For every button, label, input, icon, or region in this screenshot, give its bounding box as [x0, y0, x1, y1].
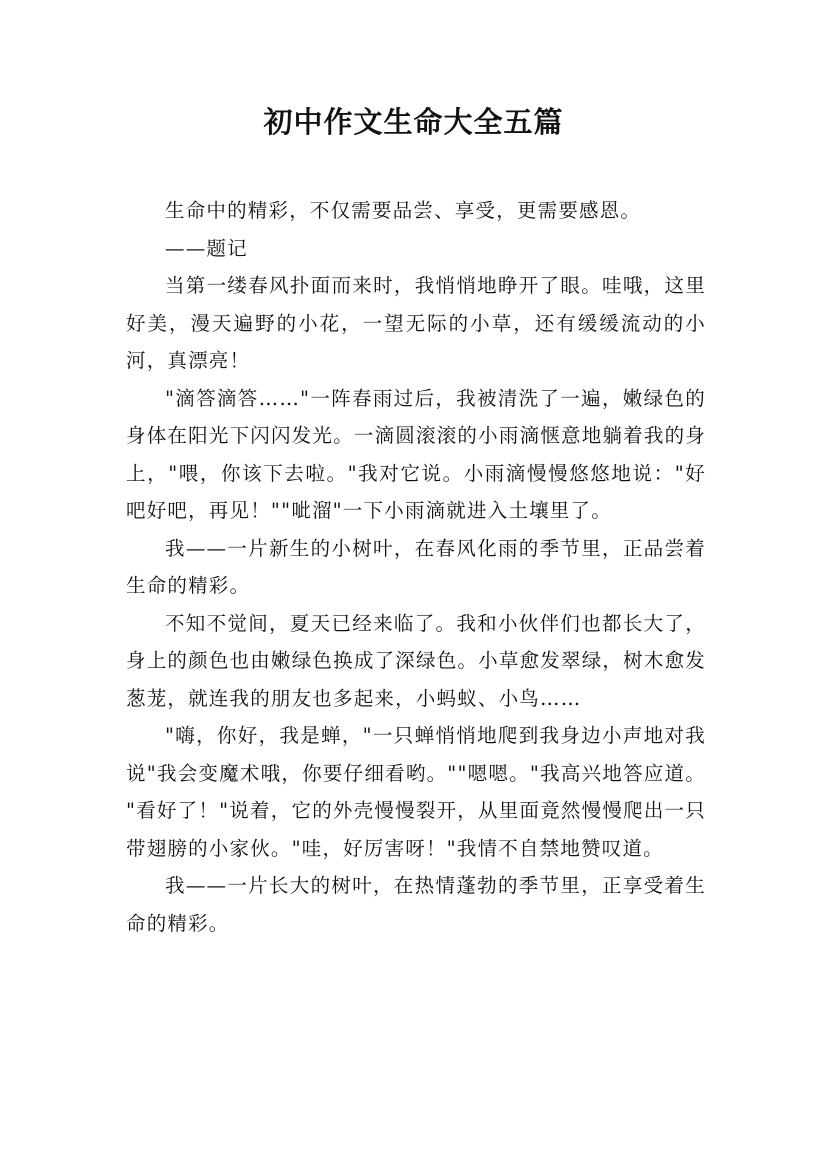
paragraph: 当第一缕春风扑面而来时，我悄悄地睁开了眼。哇哦，这里好美，漫天遍野的小花，一望无际的小草，还有缓缓流动的小河，真漂亮！	[126, 274, 706, 372]
paragraph: 不知不觉间，夏天已经来临了。我和小伙伴们也都长大了，身上的颜色也由嫩绿色换成了深绿色。小草愈发翠绿，树木愈发葱茏，就连我的朋友也多起来，小蚂蚁、小鸟……	[126, 611, 706, 710]
document-title: 初中作文生命大全五篇	[263, 105, 564, 139]
paragraph-epigraph-attribution: ——题记	[165, 236, 248, 260]
paragraph: "滴答滴答……"一阵春雨过后，我被清洗了一遍，嫩绿色的身体在阳光下闪闪发光。一滴圆滚滚的小雨滴惬意地躺着我的身上，"喂，你该下去啦。"我对它说。小雨滴慢慢悠悠地说："好吧好吧，再见！""呲溜"一下小雨滴就进入土壤里了。	[126, 386, 706, 522]
document-body	[126, 192, 706, 942]
paragraph-epigraph: 生命中的精彩，不仅需要品尝、享受，更需要感恩。	[165, 199, 642, 222]
paragraph: "嗨，你好，我是蝉，"一只蝉悄悄地爬到我身边小声地对我说"我会变魔术哦，你要仔细看哟。""嗯嗯。"我高兴地答应道。 "看好了！"说着，它的外壳慢慢裂开，从里面竟然慢慢爬出一只带翅膀的小家伙。"哇，好厉害呀！"我情不自禁地赞叹道。	[126, 724, 706, 860]
paragraph: 我——一片长大的树叶，在热情蓬勃的季节里，正享受着生命的精彩。	[126, 874, 706, 935]
paragraph: 我——一片新生的小树叶，在春风化雨的季节里，正品尝着生命的精彩。	[126, 536, 706, 597]
